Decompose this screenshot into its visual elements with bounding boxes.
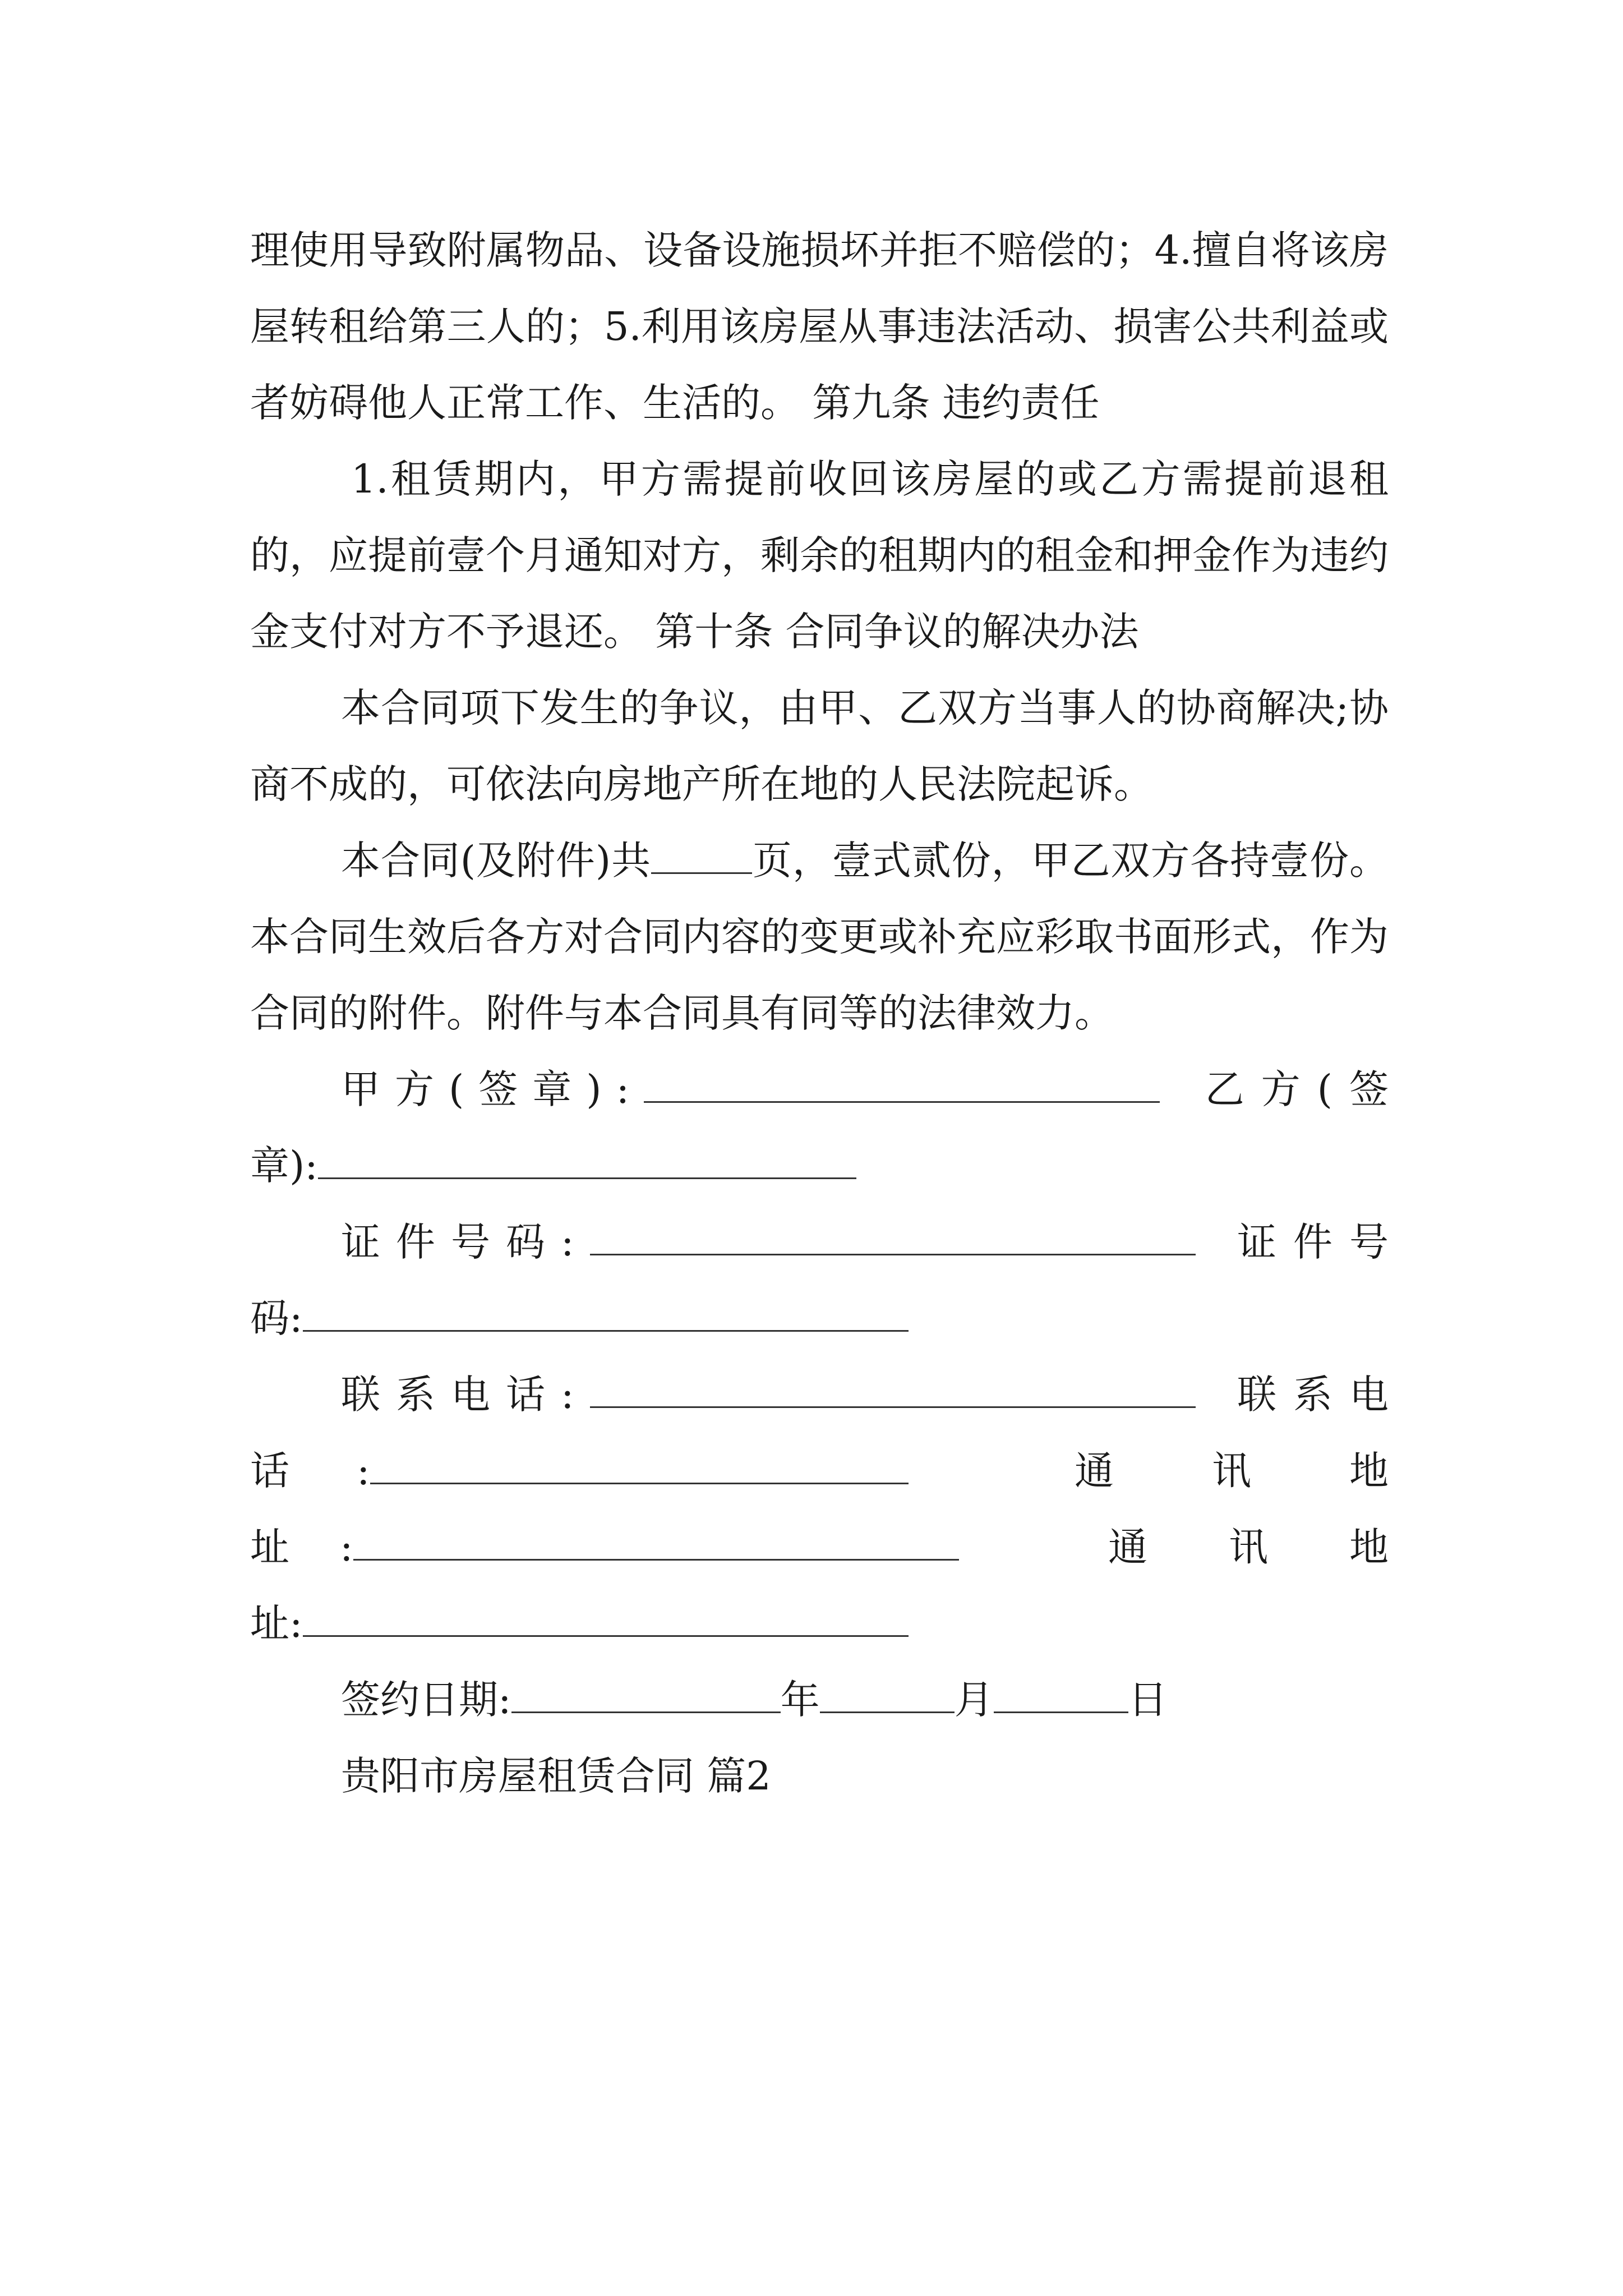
addr-label-a-cont: 址 [250,1524,289,1570]
date-month-blank[interactable] [820,1678,955,1713]
addr-a-blank[interactable] [353,1525,959,1561]
paragraph-breach-clauses: 理使用导致附属物品、设备设施损坏并拒不赔偿的；4.擅自将该房屋转租给第三人的；5.利用该房屋从事违法活动、损害公共利益或者妨碍他人正常工作、生活的。 第九条 违约责任 [250,227,1389,426]
addr-a-word-1: 通 [1075,1448,1114,1494]
id-row-cont [250,1280,1389,1356]
addr-b-word-2: 讯 [1229,1524,1268,1570]
address-row [250,1509,1389,1585]
paragraph-early-termination: 1.租赁期内，甲方需提前收回该房屋的或乙方需提前退租的，应提前壹个月通知对方，剩余的租期内的租金和押金作为违约金支付对方不予退还。 第十条 合同争议的解决办法 [250,456,1389,655]
phone-a-blank[interactable] [590,1373,1196,1408]
date-month-label: 月 [954,1677,994,1723]
party-b-label-cont: 章): [250,1143,318,1189]
date-day-blank[interactable] [994,1678,1128,1713]
address-row-cont [250,1585,1389,1662]
paragraph-copies [250,822,1389,1051]
phone-colon: : [357,1448,370,1494]
phone-row-cont [250,1433,1389,1509]
paragraph-dispute-resolution: 本合同项下发生的争议，由甲、乙双方当事人的协商解决;协商不成的，可依法向房地产所在地的人民法院起诉。 [250,685,1389,807]
id-label-b-cont: 码: [250,1295,303,1341]
addr-label-b-cont: 址: [250,1600,303,1646]
id-b-blank[interactable] [303,1296,909,1332]
id-a-blank[interactable] [590,1220,1196,1255]
addr-a-word-3: 地 [1349,1448,1389,1494]
phone-b-blank[interactable] [370,1449,909,1484]
copies-text-pre: 本合同(及附件)共 [341,838,652,884]
phone-row [250,1356,1405,1433]
addr-b-blank[interactable] [303,1602,909,1637]
addr-colon: : [340,1524,353,1570]
contract-body [250,212,1405,1814]
addr-b-word-1: 通 [1108,1524,1147,1570]
phone-label-b-cont: 话 [250,1448,289,1494]
date-year-blank[interactable] [511,1678,781,1713]
pages-blank[interactable] [651,839,752,874]
signing-date-row [250,1662,1389,1738]
addr-a-word-2: 讯 [1212,1448,1251,1494]
date-label: 签约日期: [341,1677,511,1723]
copies-text-post: 页，壹式贰份，甲乙双方各持壹份。本合同生效后各方对合同内容的变更或补充应彩取书面形式，作为合同的附件。附件与本合同具有同等的法律效力。 [250,838,1389,1036]
date-day-label: 日 [1128,1677,1168,1723]
phone-label-b: 联系电 [1237,1372,1405,1418]
party-b-label: 乙方(签 [1205,1066,1405,1112]
date-year-label: 年 [780,1677,820,1723]
party-a-label: 甲方(签章): [341,1066,644,1112]
party-a-sign-blank[interactable] [644,1068,1160,1103]
phone-label-a: 联系电话: [341,1372,590,1418]
id-row [250,1204,1405,1280]
addr-b-word-3: 地 [1349,1524,1389,1570]
next-section-title: 贵阳市房屋租赁合同 篇2 [341,1753,771,1799]
id-label-b: 证件号 [1237,1219,1405,1265]
id-label-a: 证件号码: [341,1219,590,1265]
party-b-sign-blank[interactable] [318,1144,856,1179]
signature-row-cont [250,1128,1389,1204]
signature-row [250,1051,1405,1128]
